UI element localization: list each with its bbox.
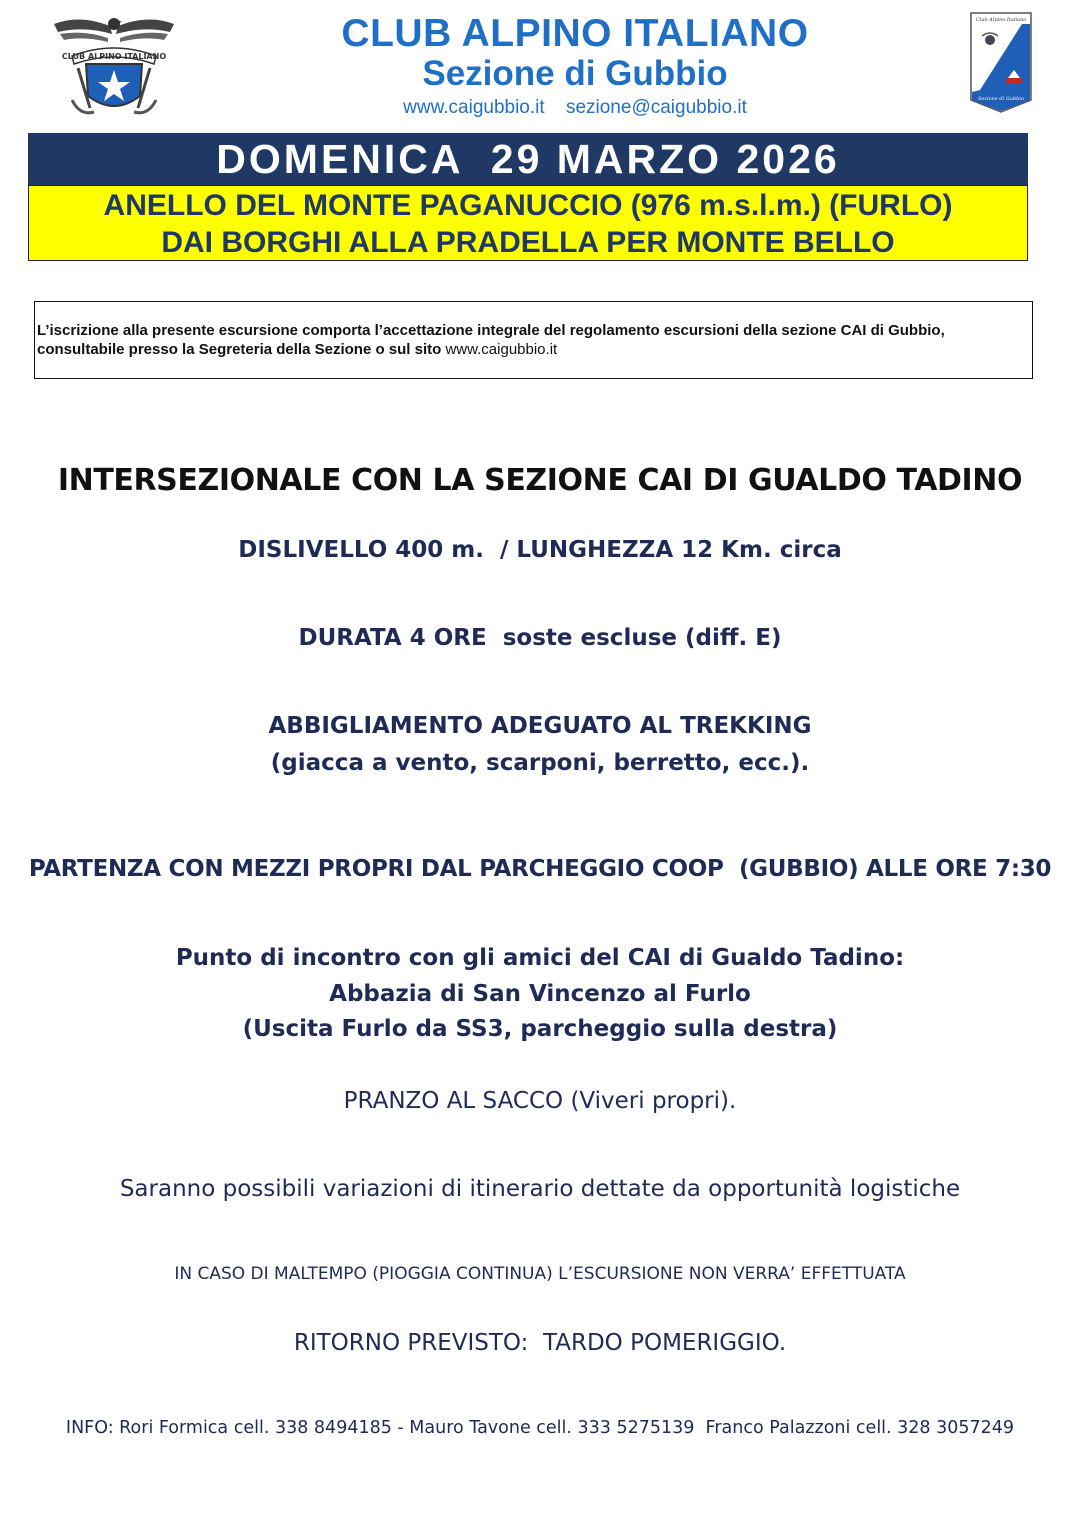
- lunch-info: PRANZO AL SACCO (Viveri propri).: [343, 1088, 737, 1114]
- intersectional-heading: INTERSEZIONALE CON LA SEZIONE CAI DI GUALDO TADINO: [57, 463, 1023, 498]
- event-date-bar: DOMENICA 29 MARZO 2026: [28, 133, 1028, 185]
- itinerary-variations: Saranno possibili variazioni di itinerario dettate da opportunità logistiche: [119, 1176, 961, 1202]
- contact-info: INFO: Rori Formica cell. 338 8494185 - Mauro Tavone cell. 333 5275139 Franco Palazzoni cell. 328 3057249: [65, 1418, 1015, 1438]
- return-time: RITORNO PREVISTO: TARDO POMERIGGIO.: [293, 1330, 787, 1356]
- clothing-note: (giacca a vento, scarponi, berretto, ecc.).: [270, 750, 810, 776]
- departure-info: PARTENZA CON MEZZI PROPRI DAL PARCHEGGIO COOP (GUBBIO) ALLE ORE 7:30: [28, 856, 1052, 882]
- event-title-line2: DAI BORGHI ALLA PRADELLA PER MONTE BELLO: [161, 226, 895, 259]
- event-title-box: [28, 185, 1028, 261]
- website-link[interactable]: www.caigubbio.it: [403, 97, 545, 118]
- meeting-point-place: Abbazia di San Vincenzo al Furlo: [329, 981, 751, 1007]
- logo-right-top-text: Club Alpino Italiano: [975, 17, 1027, 23]
- elevation-length: DISLIVELLO 400 m. / LUNGHEZZA 12 Km. circa: [238, 537, 842, 563]
- event-title-line1: ANELLO DEL MONTE PAGANUCCIO (976 m.s.l.m.) (FURLO): [103, 189, 953, 222]
- logo-ribbon-text: CLUB ALPINO ITALIANO: [61, 52, 167, 61]
- duration: DURATA 4 ORE soste escluse (diff. E): [298, 625, 782, 651]
- gubbio-section-logo: [970, 12, 1032, 114]
- meeting-point-heading: Punto di incontro con gli amici del CAI di Gualdo Tadino:: [175, 945, 905, 971]
- notice-text: L’iscrizione alla presente escursione comporta l’accettazione integrale del regolamento escursioni della sezione CAI di Gubbio, consultabile presso la Segreteria della Sezione o sul sito: [37, 322, 945, 358]
- contact-links: [240, 96, 910, 120]
- cai-eagle-logo: [50, 12, 178, 120]
- registration-notice: [34, 301, 1033, 379]
- email-link[interactable]: sezione@caigubbio.it: [565, 97, 747, 118]
- club-title: CLUB ALPINO ITALIANO: [341, 12, 809, 55]
- notice-link[interactable]: www.caigubbio.it: [445, 341, 558, 358]
- section-subtitle: Sezione di Gubbio: [422, 54, 728, 93]
- meeting-point-directions: (Uscita Furlo da SS3, parcheggio sulla destra): [242, 1016, 838, 1042]
- logo-right-bottom-text: Sezione di Gubbio: [977, 96, 1025, 102]
- bad-weather-notice: IN CASO DI MALTEMPO (PIOGGIA CONTINUA) L’ESCURSIONE NON VERRA’ EFFETTUATA: [174, 1264, 906, 1284]
- clothing-heading: ABBIGLIAMENTO ADEGUATO AL TREKKING: [268, 713, 812, 739]
